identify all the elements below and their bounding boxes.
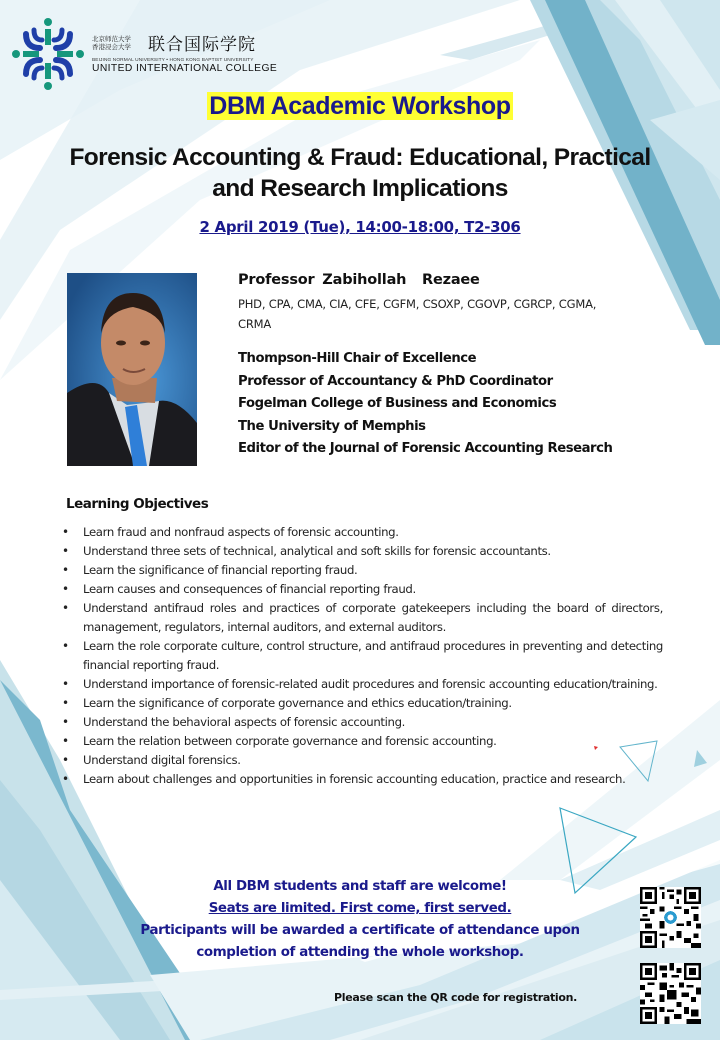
speaker-role: Editor of the Journal of Forensic Accounting Research bbox=[238, 441, 613, 456]
objective-text: Learn the relation between corporate governance and forensic accounting. bbox=[83, 734, 497, 748]
objective-text: Learn fraud and nonfraud aspects of forensic accounting. bbox=[83, 525, 399, 539]
bullet-icon: • bbox=[62, 753, 69, 767]
speaker-roles bbox=[238, 348, 708, 461]
learning-objectives-heading: Learning Objectives bbox=[66, 496, 209, 512]
workshop-label bbox=[0, 92, 720, 120]
objective-text: Learn the significance of financial reporting fraud. bbox=[83, 563, 358, 577]
qr-code-wechat-icon[interactable] bbox=[640, 887, 701, 948]
speaker-photo bbox=[67, 273, 197, 466]
speaker-name: Professor Zabihollah Rezaee bbox=[238, 272, 480, 288]
logo-parent-universities-en: BEIJING NORMAL UNIVERSITY • HONG KONG BAPTIST UNIVERSITY bbox=[92, 58, 254, 63]
event-date-time-venue: 2 April 2019 (Tue), 14:00-18:00, T2-306 bbox=[199, 218, 521, 236]
speaker-info bbox=[238, 272, 708, 461]
certificate-line: Participants will be awarded a certificate of attendance upon bbox=[140, 923, 580, 938]
attendance-notice bbox=[110, 876, 610, 964]
objective-text: Understand importance of forensic-related audit procedures and forensic accounting education/training. bbox=[83, 677, 658, 691]
list-item bbox=[62, 732, 663, 751]
bullet-icon: • bbox=[62, 696, 69, 710]
bullet-icon: • bbox=[62, 582, 69, 596]
certificate-line-2: completion of attending the whole workshop. bbox=[196, 945, 524, 960]
speaker-role: The University of Memphis bbox=[238, 418, 426, 434]
seats-limited-line: Seats are limited. First come, first served. bbox=[208, 901, 512, 916]
logo-parent-universities-cn bbox=[92, 35, 146, 51]
objective-text: Understand the behavioral aspects of forensic accounting. bbox=[83, 715, 406, 729]
list-item bbox=[62, 599, 663, 637]
bullet-icon: • bbox=[62, 525, 69, 539]
speaker-role: Thompson-Hill Chair of Excellence bbox=[238, 351, 477, 366]
logo-cn-line2: 香港浸会大学 bbox=[92, 42, 131, 51]
list-item bbox=[62, 542, 663, 561]
qr-code-registration-icon[interactable] bbox=[640, 963, 701, 1024]
logo-college-name-cn: 联合国际学院 bbox=[148, 35, 256, 55]
objective-text: Learn the significance of corporate governance and ethics education/training. bbox=[83, 696, 512, 710]
uic-emblem-icon bbox=[12, 18, 84, 90]
learning-objectives-section bbox=[62, 496, 663, 789]
workshop-label-text: DBM Academic Workshop bbox=[209, 92, 511, 120]
list-item bbox=[62, 637, 663, 675]
bullet-icon: • bbox=[62, 772, 69, 786]
bullet-icon: • bbox=[62, 734, 69, 748]
uic-logo bbox=[12, 18, 278, 90]
logo-college-name-en: UNITED INTERNATIONAL COLLEGE bbox=[92, 63, 278, 74]
objective-text: Learn about challenges and opportunities in forensic accounting education, practice and research. bbox=[83, 772, 626, 786]
list-item bbox=[62, 694, 663, 713]
objective-text: Understand antifraud roles and practices of corporate gatekeepers including the board of directors, management, regulators, internal auditors, and external auditors. bbox=[83, 601, 663, 634]
list-item bbox=[62, 751, 663, 770]
page-title bbox=[15, 142, 705, 204]
list-item bbox=[62, 675, 663, 694]
objective-text: Understand three sets of technical, analytical and soft skills for forensic accountants. bbox=[83, 544, 551, 558]
speaker-credentials: PHD, CPA, CMA, CIA, CFE, CGFM, CSOXP, CGOVP, CGRCP, CGMA, CRMA bbox=[238, 297, 597, 331]
welcome-line: All DBM students and staff are welcome! bbox=[213, 879, 507, 894]
logo-text bbox=[92, 30, 282, 74]
list-item bbox=[62, 580, 663, 599]
objective-text: Understand digital forensics. bbox=[83, 753, 241, 767]
objective-text: Learn causes and consequences of financial reporting fraud. bbox=[83, 582, 416, 596]
bullet-icon: • bbox=[62, 563, 69, 577]
bullet-icon: • bbox=[62, 601, 69, 615]
list-item bbox=[62, 713, 663, 732]
list-item bbox=[62, 561, 663, 580]
bullet-icon: • bbox=[62, 677, 69, 691]
objective-text: Learn the role corporate culture, control structure, and antifraud procedures in preventing and detecting financial reporting fraud. bbox=[83, 639, 663, 672]
title-line-1: Forensic Accounting & Fraud: Educational, Practical bbox=[69, 144, 651, 171]
bullet-icon: • bbox=[62, 639, 69, 653]
speaker-role: Fogelman College of Business and Economics bbox=[238, 396, 557, 411]
registration-instruction: Please scan the QR code for registration. bbox=[334, 991, 578, 1004]
logo-cn-line1: 北京师范大学 bbox=[92, 34, 131, 43]
title-line-2: and Research Implications bbox=[212, 175, 508, 202]
bullet-icon: • bbox=[62, 544, 69, 558]
list-item bbox=[62, 770, 663, 789]
bullet-icon: • bbox=[62, 715, 69, 729]
objectives-list bbox=[62, 523, 663, 789]
list-item bbox=[62, 523, 663, 542]
speaker-role: Professor of Accountancy & PhD Coordinator bbox=[238, 373, 553, 389]
